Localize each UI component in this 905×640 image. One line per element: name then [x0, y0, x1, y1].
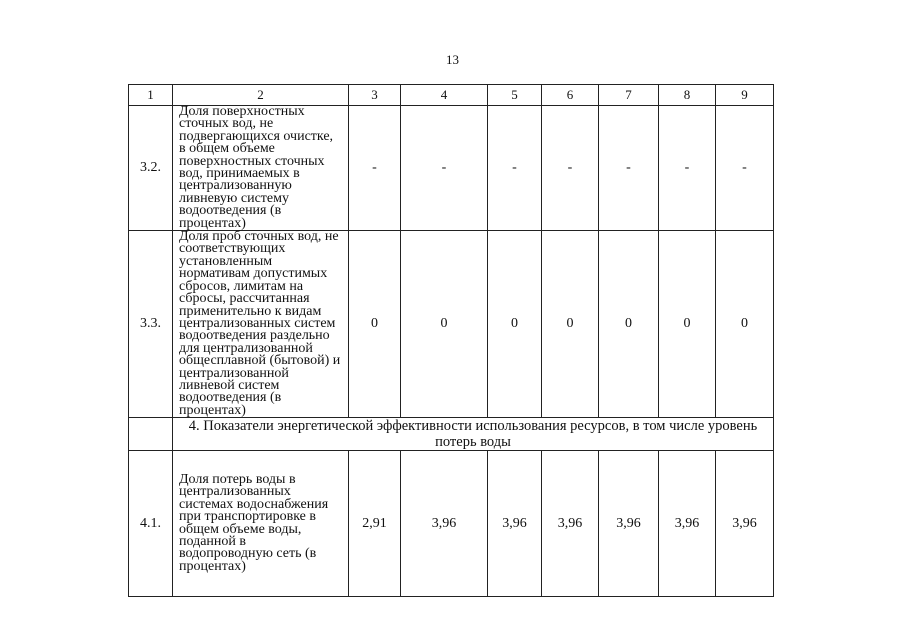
- value-cell: 0: [659, 231, 716, 418]
- page-number: 13: [446, 52, 459, 67]
- value-cell: 3,96: [542, 451, 599, 597]
- value-cell: -: [401, 106, 488, 231]
- table-row: [129, 231, 774, 418]
- value-cell: 3,96: [599, 451, 659, 597]
- value-cell: 0: [488, 231, 542, 418]
- value-cell: 3,96: [716, 451, 774, 597]
- table-row: [129, 106, 774, 231]
- value-cell: 0: [599, 231, 659, 418]
- value-cell: -: [488, 106, 542, 231]
- value-cell: -: [349, 106, 401, 231]
- row-number: 3.3.: [129, 231, 173, 418]
- column-header: 3: [349, 85, 401, 106]
- row-number: 3.2.: [129, 106, 173, 231]
- indicator-description: Доля потерь воды в централизованных системах водоснабжения при транспортировке в общем объеме воды, поданной в водопроводную сеть (в процентах): [173, 451, 349, 597]
- table-header-row: [129, 85, 774, 106]
- value-cell: 3,96: [488, 451, 542, 597]
- table-row: [129, 451, 774, 597]
- value-cell: -: [659, 106, 716, 231]
- section-spacer-cell: [129, 418, 173, 451]
- value-cell: 0: [542, 231, 599, 418]
- value-cell: 3,96: [401, 451, 488, 597]
- value-cell: -: [599, 106, 659, 231]
- section-heading: 4. Показатели энергетической эффективности использования ресурсов, в том числе уровень потерь воды: [173, 418, 774, 451]
- value-cell: 0: [349, 231, 401, 418]
- value-cell: 0: [716, 231, 774, 418]
- column-header: 6: [542, 85, 599, 106]
- column-header: 7: [599, 85, 659, 106]
- indicator-description: Доля проб сточных вод, не соответствующих установленным нормативам допустимых сбросов, лимитам на сбросы, рассчитанная применительно к видам централизованных систем водоотведения раздельно для централизованной общесплавной (бытовой) и централизованной ливневой систем водоотведения (в процентах): [173, 231, 349, 418]
- value-cell: 0: [401, 231, 488, 418]
- value-cell: -: [542, 106, 599, 231]
- column-header: 1: [129, 85, 173, 106]
- value-cell: 2,91: [349, 451, 401, 597]
- indicator-description: Доля поверхностных сточных вод, не подвергающихся очистке, в общем объеме поверхностных сточных вод, принимаемых в централизованную ливневую систему водоотведения (в процентах): [173, 106, 349, 231]
- column-header: 5: [488, 85, 542, 106]
- value-cell: 3,96: [659, 451, 716, 597]
- row-number: 4.1.: [129, 451, 173, 597]
- value-cell: -: [716, 106, 774, 231]
- column-header: 4: [401, 85, 488, 106]
- column-header: 9: [716, 85, 774, 106]
- column-header: 2: [173, 85, 349, 106]
- section-heading-row: [129, 418, 774, 451]
- column-header: 8: [659, 85, 716, 106]
- indicators-table: [128, 84, 774, 597]
